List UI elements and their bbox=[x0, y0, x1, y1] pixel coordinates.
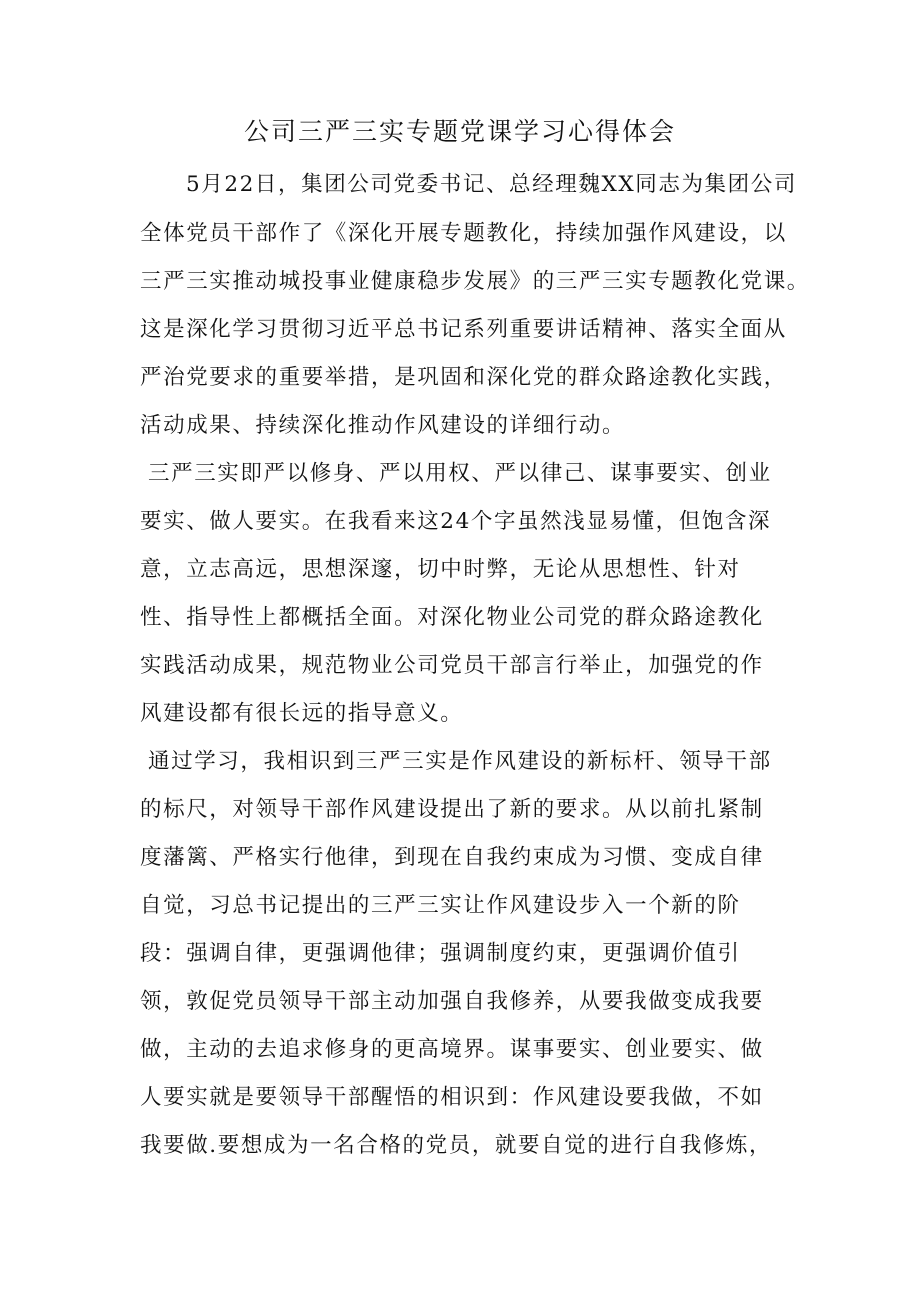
paragraph-line: 三严三实推动城投事业健康稳步发展》的三严三实专题教化党课。 bbox=[140, 269, 810, 294]
paragraph-line: 意，立志高远，思想深邃，切中时弊，无论从思想性、针对 bbox=[140, 557, 741, 582]
paragraph-line: 风建设都有很长远的指导意义。 bbox=[140, 701, 464, 726]
paragraph-line: 度藩篱、严格实行他律，到现在自我约束成为习惯、变成自律 bbox=[140, 845, 764, 870]
document-title: 公司三严三实专题党课学习心得体会 bbox=[243, 117, 676, 146]
paragraph-line: 人要实就是要领导干部醒悟的相识到：作风建设要我做，不如 bbox=[140, 1085, 764, 1110]
paragraph-line: 的标尺，对领导干部作风建设提出了新的要求。从以前扎紧制 bbox=[140, 797, 764, 822]
paragraph-line: 三严三实即严以修身、严以用权、严以律己、谋事要实、创业 bbox=[148, 461, 772, 486]
paragraph-line: 自觉，习总书记提出的三严三实让作风建设步入一个新的阶 bbox=[140, 893, 741, 918]
paragraph-line: 严治党要求的重要举措，是巩固和深化党的群众路途教化实践， bbox=[140, 365, 787, 390]
paragraph-line: 通过学习，我相识到三严三实是作风建设的新标杆、领导干部 bbox=[148, 749, 772, 774]
paragraph-line: 我要做.要想成为一名合格的党员，就要自觉的进行自我修炼， bbox=[140, 1133, 773, 1158]
paragraph-line: 全体党员干部作了《深化开展专题教化，持续加强作风建设，以 bbox=[140, 221, 787, 246]
paragraph-line: 领，敦促党员领导干部主动加强自我修养，从要我做变成我要 bbox=[140, 989, 764, 1014]
paragraph-line: 要实、做人要实。在我看来这24个字虽然浅显易懂，但饱含深 bbox=[140, 509, 772, 534]
paragraph-line: 实践活动成果，规范物业公司党员干部言行举止，加强党的作 bbox=[140, 653, 764, 678]
paragraph-line: 段：强调自律，更强调他律；强调制度约束，更强调价值引 bbox=[140, 941, 741, 966]
paragraph-line: 性、指导性上都概括全面。对深化物业公司党的群众路途教化 bbox=[140, 605, 764, 630]
paragraph-line: 这是深化学习贯彻习近平总书记系列重要讲话精神、落实全面从 bbox=[140, 317, 787, 342]
paragraph-line: 活动成果、持续深化推动作风建设的详细行动。 bbox=[140, 413, 626, 438]
paragraph-line: 做，主动的去追求修身的更高境界。谋事要实、创业要实、做 bbox=[140, 1037, 764, 1062]
paragraph-line: 5月22日，集团公司党委书记、总经理魏XX同志为集团公司 bbox=[186, 172, 797, 197]
